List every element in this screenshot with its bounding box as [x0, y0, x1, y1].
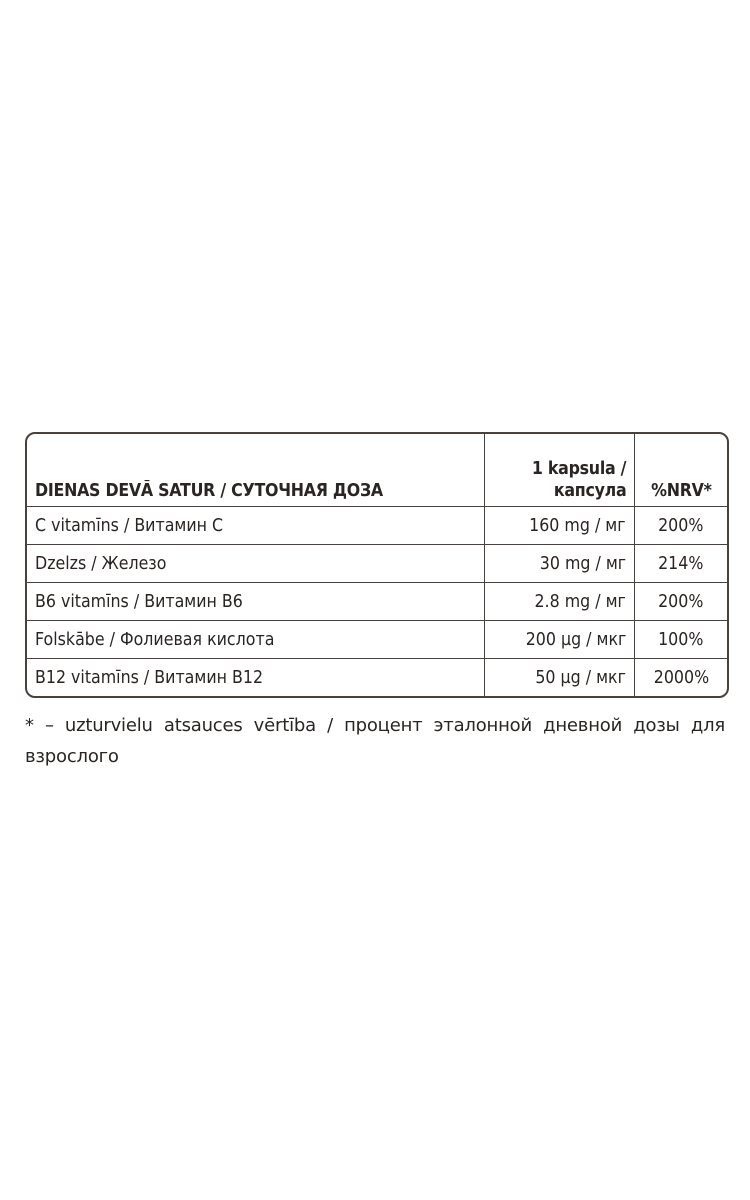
footnote: * – uzturvielu atsauces vērtība / процент эталонной дневной дозы для взрослого: [25, 715, 725, 767]
table-row: [27, 507, 727, 545]
row-nrv: 2000%: [653, 666, 709, 688]
row-dose: 50 µg / мкг: [485, 659, 635, 696]
row-dose: 2.8 mg / мг: [485, 583, 635, 621]
table-row: [27, 659, 727, 696]
row-nrv: 200%: [635, 583, 727, 621]
table-header-row: [27, 434, 727, 507]
nutrition-table: [25, 432, 729, 698]
row-name: C vitamīns / Витамин C: [27, 507, 485, 545]
row-name: B6 vitamīns / Витамин B6: [27, 583, 485, 621]
row-name: Folskābe / Фолиевая кислота: [27, 621, 485, 659]
row-dose: 160 mg / мг: [485, 507, 635, 545]
table-row: [27, 545, 727, 583]
header-dose: [485, 434, 635, 507]
table-row: [27, 583, 727, 621]
nutrition-label: [25, 432, 725, 698]
header-dose-line2: капсула: [553, 480, 626, 501]
row-nrv: 214%: [635, 545, 727, 583]
row-name: Dzelzs / Железо: [27, 545, 485, 583]
row-name: B12 vitamīns / Витамин B12: [27, 659, 485, 696]
row-dose: 200 µg / мкг: [485, 621, 635, 659]
row-nrv: 200%: [635, 507, 727, 545]
header-name: DIENAS DEVĀ SATUR / СУТОЧНАЯ ДОЗА: [27, 434, 485, 507]
table-row: [27, 621, 727, 659]
header-dose-line1: 1 kapsula /: [531, 458, 626, 479]
row-dose: 30 mg / мг: [485, 545, 635, 583]
row-nrv: 100%: [635, 621, 727, 659]
header-nrv: %NRV*: [635, 434, 727, 507]
